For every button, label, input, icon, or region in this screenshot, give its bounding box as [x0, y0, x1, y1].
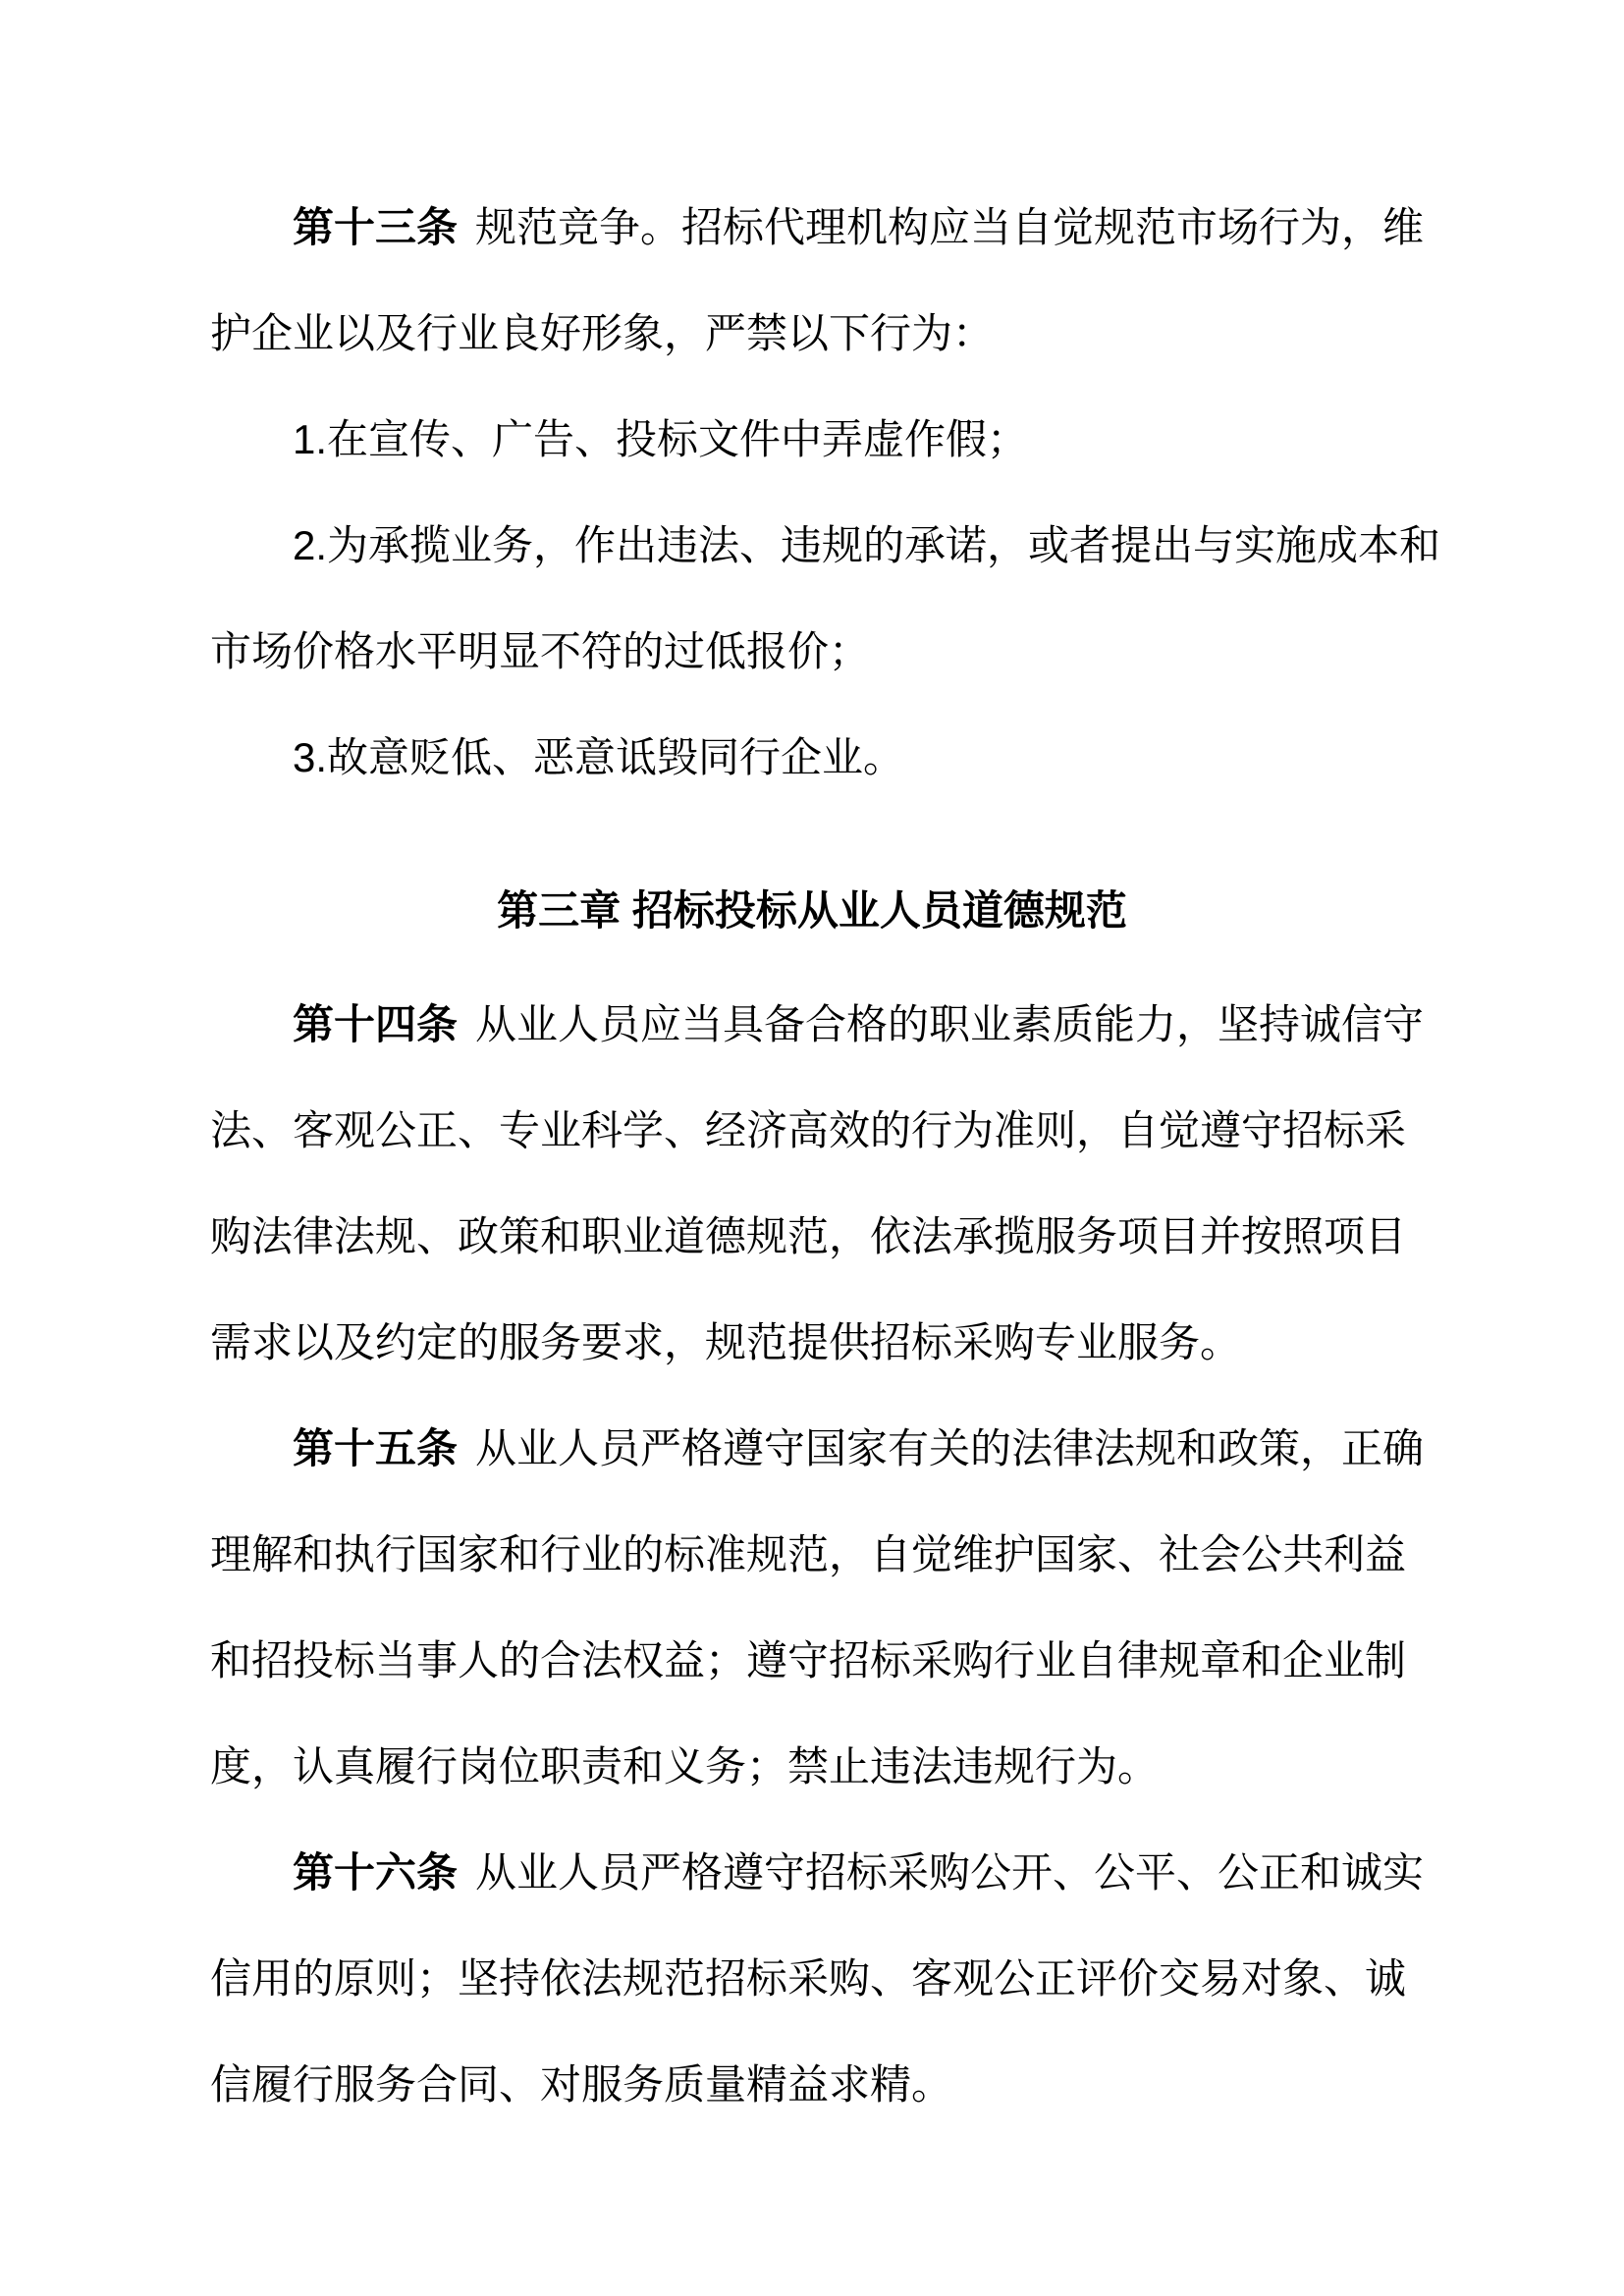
- list-item-line: 1.在宣传、广告、投标文件中弄虚作假；: [293, 416, 1029, 462]
- text-line: 信履行服务合同、对服务质量精益求精。: [210, 2061, 953, 2108]
- text-line: 理解和执行国家和行业的标准规范，自觉维护国家、社会公共利益: [210, 1531, 1407, 1577]
- chapter-heading: 第三章 招标投标从业人员道德规范: [497, 887, 1127, 934]
- article-first-line: [210, 175, 1425, 281]
- text-line: 护企业以及行业良好形象，严禁以下行为：: [210, 310, 995, 356]
- text-column: [210, 175, 1441, 2138]
- article-number: 第十四条: [293, 1001, 459, 1047]
- article-text: 规范竞争。招标代理机构应当自觉规范市场行为，维: [475, 204, 1425, 250]
- text-line: 需求以及约定的服务要求，规范提供招标采购专业服务。: [210, 1319, 1242, 1365]
- text-line: 市场价格水平明显不符的过低报价；: [210, 628, 871, 674]
- text-line: 法、客观公正、专业科学、经济高效的行为准则，自觉遵守招标采: [210, 1107, 1407, 1153]
- article-text: 从业人员应当具备合格的职业素质能力，坚持诚信守: [475, 1001, 1425, 1047]
- article-number: 第十三条: [293, 204, 459, 250]
- list-item-line: 2.为承揽业务，作出违法、违规的承诺，或者提出与实施成本和: [293, 522, 1441, 568]
- article-number: 第十六条: [293, 1849, 459, 1896]
- article-first-line: [210, 1396, 1425, 1502]
- text-line: 度，认真履行岗位职责和义务；禁止违法违规行为。: [210, 1743, 1160, 1789]
- text-line: 购法律法规、政策和职业道德规范，依法承揽服务项目并按照项目: [210, 1213, 1407, 1259]
- article-number: 第十五条: [293, 1425, 459, 1471]
- article-text: 从业人员严格遵守招标采购公开、公平、公正和诚实: [475, 1849, 1425, 1896]
- article-text: 从业人员严格遵守国家有关的法律法规和政策，正确: [475, 1425, 1425, 1471]
- text-line: 信用的原则；坚持依法规范招标采购、客观公正评价交易对象、诚: [210, 1955, 1407, 2002]
- article-first-line: [210, 972, 1425, 1078]
- article-first-line: [210, 1820, 1425, 1926]
- list-item-line: 3.故意贬低、恶意诋毁同行企业。: [293, 734, 905, 780]
- text-line: 和招投标当事人的合法权益；遵守招标采购行业自律规章和企业制: [210, 1637, 1407, 1683]
